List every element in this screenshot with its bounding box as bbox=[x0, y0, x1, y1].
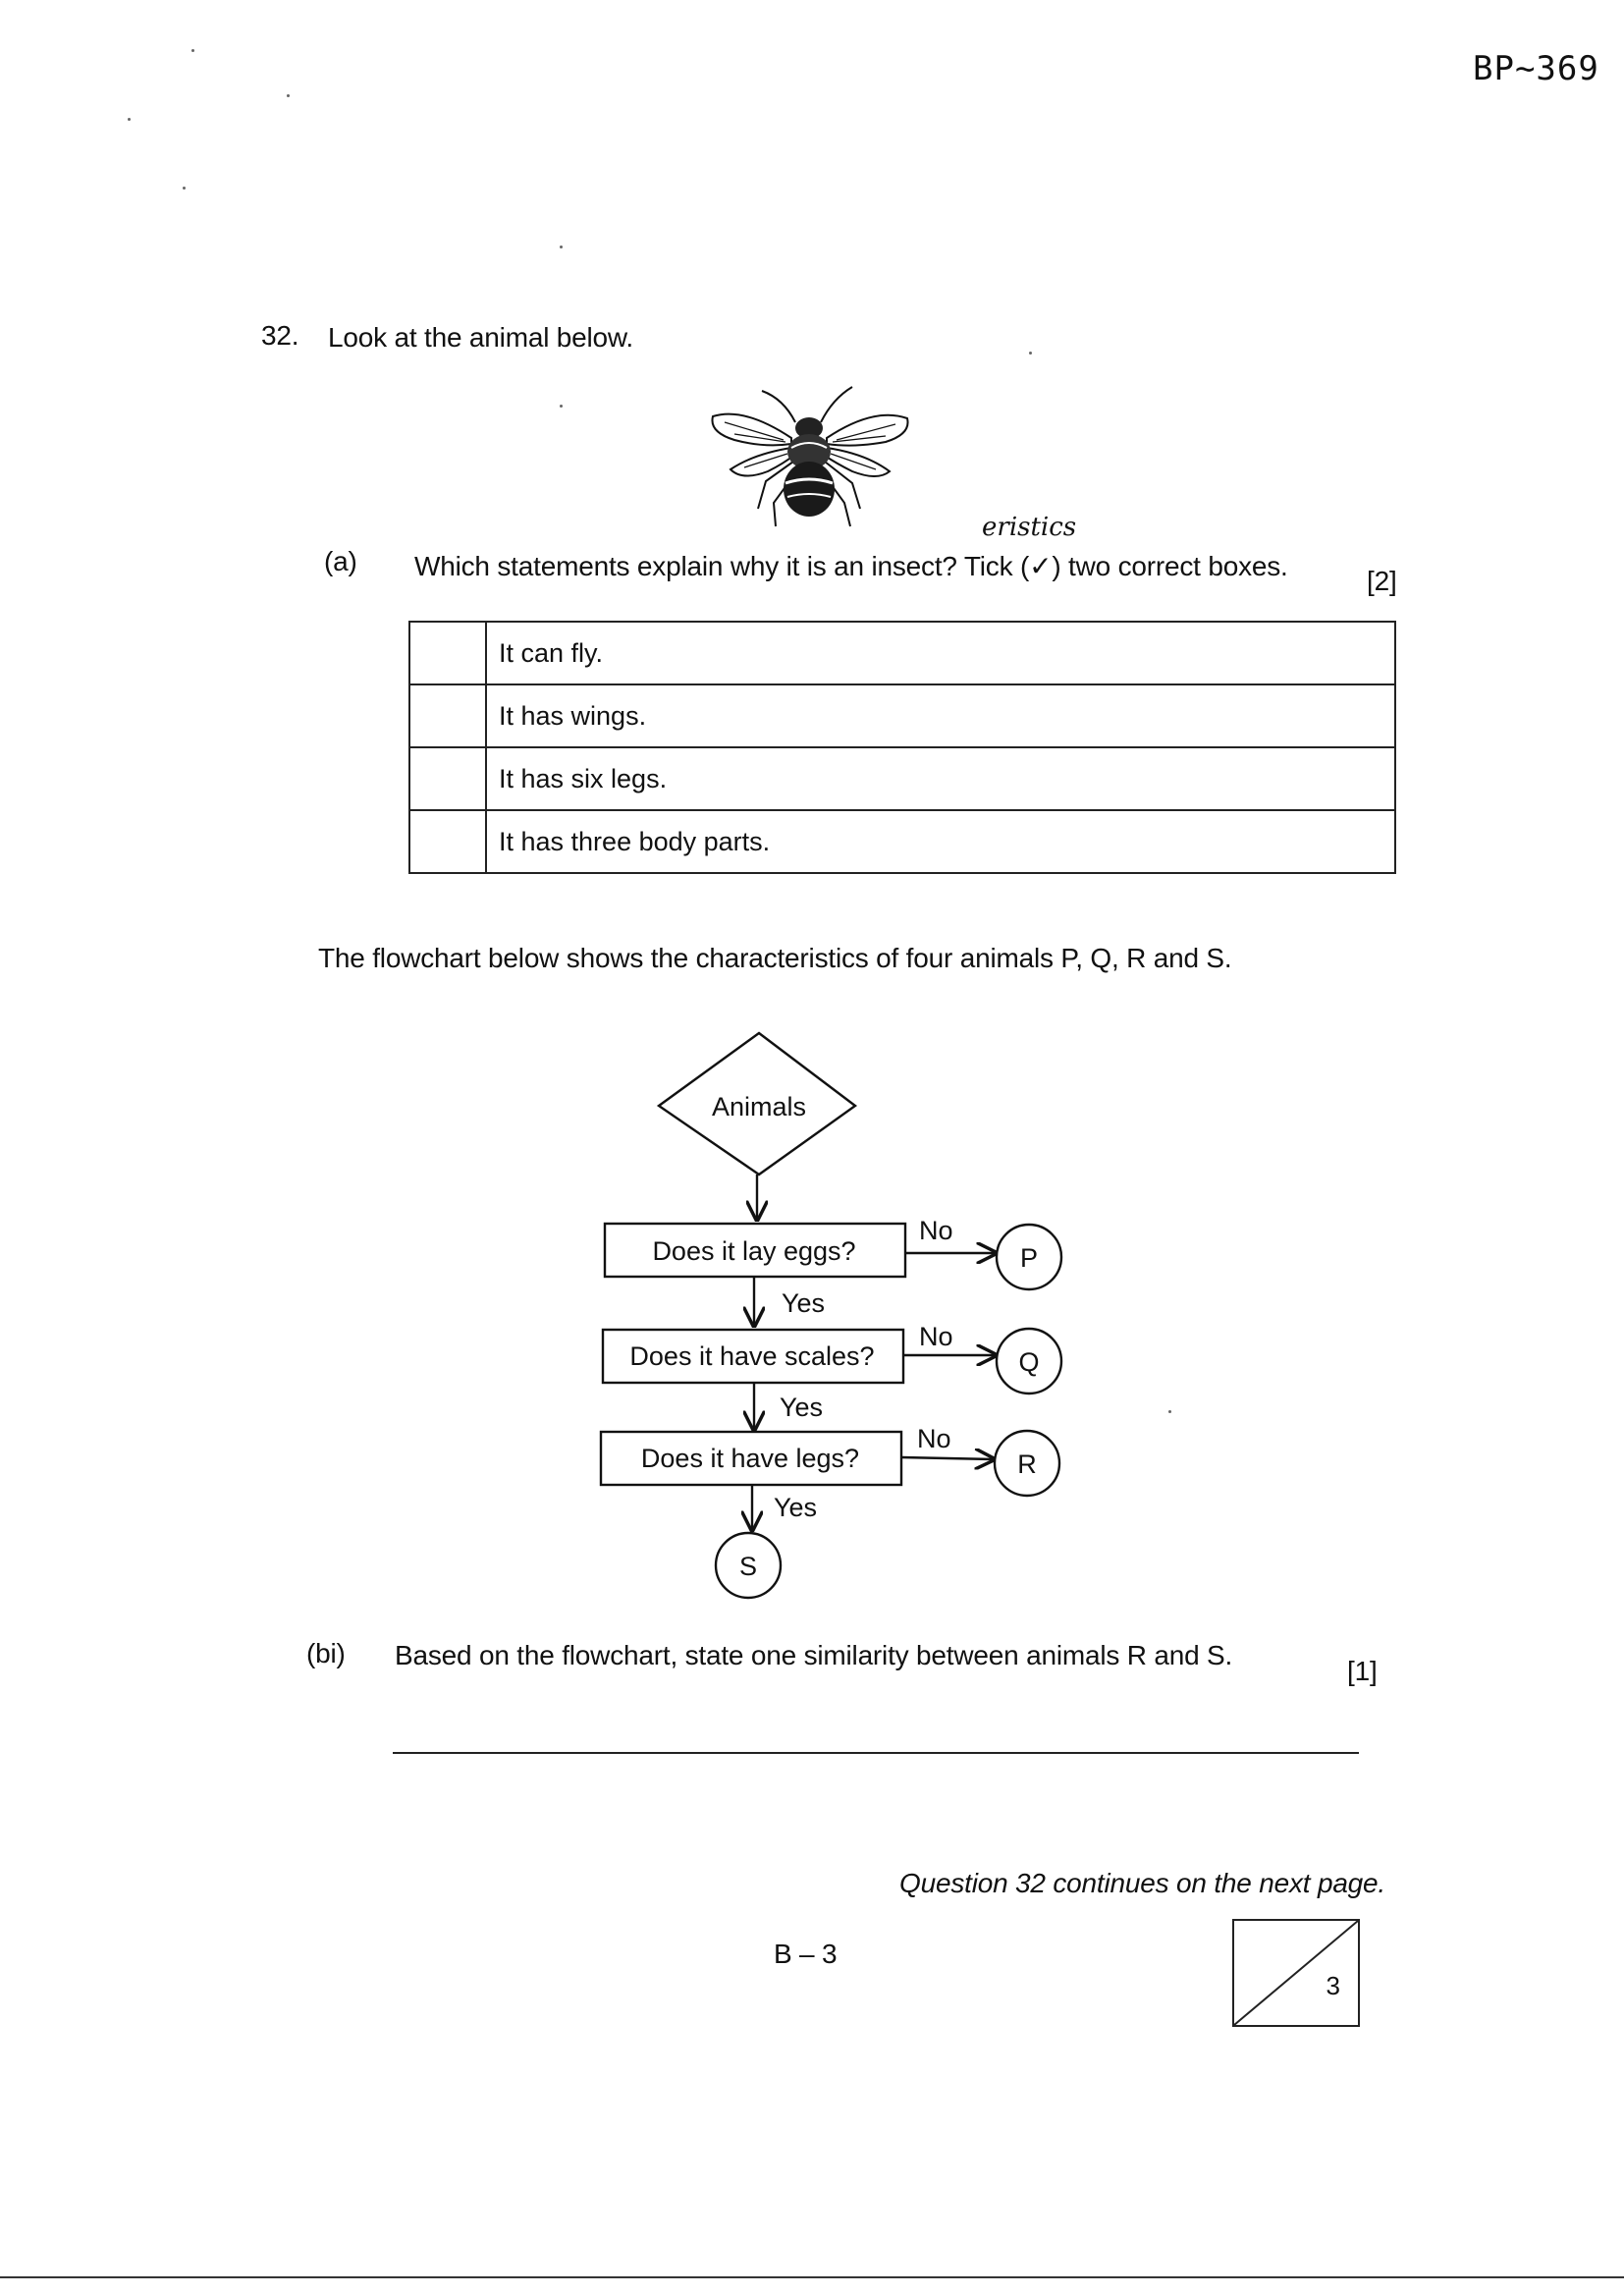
outcome-label-p: P bbox=[1019, 1243, 1039, 1273]
tick-box[interactable] bbox=[409, 810, 486, 873]
tick-box[interactable] bbox=[409, 747, 486, 810]
tick-box[interactable] bbox=[409, 622, 486, 684]
scan-speck bbox=[287, 94, 290, 97]
scan-speck bbox=[183, 187, 186, 190]
branch-no-label: No bbox=[919, 1322, 953, 1351]
answer-line[interactable] bbox=[393, 1752, 1359, 1754]
table-row bbox=[409, 622, 1395, 684]
flowchart-question-text: Does it have scales? bbox=[629, 1341, 875, 1371]
scan-speck bbox=[560, 246, 563, 248]
table-row bbox=[409, 684, 1395, 747]
part-a-question: Which statements explain why it is an insect? Tick (✓) two correct boxes. bbox=[414, 551, 1288, 581]
page-label: B – 3 bbox=[774, 1939, 838, 1969]
statement-cell: It has wings. bbox=[486, 684, 1395, 747]
scan-speck bbox=[1029, 352, 1032, 355]
branch-yes-label: Yes bbox=[782, 1288, 826, 1318]
statement-cell: It has six legs. bbox=[486, 747, 1395, 810]
flowchart-start-label: Animals bbox=[711, 1092, 807, 1121]
flowchart-question-text: Does it have legs? bbox=[640, 1444, 860, 1473]
part-a-marks: [2] bbox=[1367, 566, 1397, 596]
image-annotation: eristics bbox=[982, 513, 1077, 542]
question-intro: Look at the animal below. bbox=[328, 322, 633, 353]
statement-cell: It has three body parts. bbox=[486, 810, 1395, 873]
continues-note: Question 32 continues on the next page. bbox=[899, 1868, 1386, 1898]
score-box-value: 3 bbox=[1326, 1971, 1340, 2000]
outcome-label-s: S bbox=[738, 1552, 758, 1581]
page-code: BP~369 bbox=[1473, 49, 1599, 88]
part-bi-label: (bi) bbox=[306, 1638, 346, 1668]
scan-speck bbox=[560, 405, 563, 408]
branch-no-label: No bbox=[917, 1424, 951, 1453]
part-a-label: (a) bbox=[324, 546, 357, 576]
question-number: 32. bbox=[261, 320, 299, 351]
branch-yes-label: Yes bbox=[774, 1493, 818, 1522]
flowchart-intro: The flowchart below shows the characteristics of four animals P, Q, R and S. bbox=[318, 943, 1232, 973]
score-box bbox=[1232, 1919, 1360, 2027]
table-row bbox=[409, 810, 1395, 873]
flow-arrow-no bbox=[901, 1457, 994, 1459]
flowchart bbox=[579, 1021, 1090, 1611]
bottom-rule bbox=[0, 2276, 1624, 2278]
part-bi-question: Based on the flowchart, state one similarity between animals R and S. bbox=[395, 1640, 1233, 1670]
tick-table bbox=[408, 621, 1396, 874]
scan-speck bbox=[128, 118, 131, 121]
outcome-label-r: R bbox=[1017, 1449, 1037, 1479]
flowchart-question-text: Does it lay eggs? bbox=[652, 1236, 856, 1266]
part-bi-marks: [1] bbox=[1347, 1656, 1378, 1686]
outcome-label-q: Q bbox=[1018, 1347, 1040, 1377]
table-row bbox=[409, 747, 1395, 810]
branch-no-label: No bbox=[919, 1216, 953, 1245]
bee-illustration bbox=[705, 379, 915, 536]
scan-speck bbox=[1168, 1410, 1171, 1413]
branch-yes-label: Yes bbox=[780, 1393, 824, 1422]
scan-speck bbox=[191, 49, 194, 52]
statement-cell: It can fly. bbox=[486, 622, 1395, 684]
tick-box[interactable] bbox=[409, 684, 486, 747]
